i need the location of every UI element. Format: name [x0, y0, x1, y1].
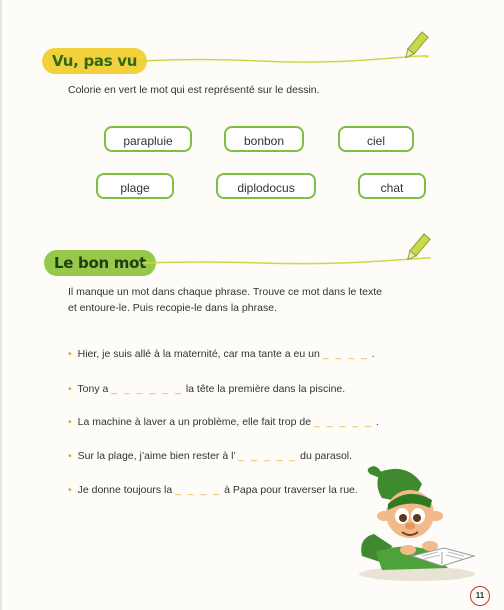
- instruction-line-2: et entoure-le. Puis recopie-le dans la phrase.: [68, 302, 277, 314]
- sentence-text-before: Je donne toujours la: [77, 484, 173, 496]
- sentence-text-after: .: [375, 416, 379, 428]
- section-title-vu-pas-vu: Vu, pas vu: [42, 48, 147, 74]
- blank-field[interactable]: _ _ _ _ _: [238, 450, 298, 462]
- instruction-vu-pas-vu: Colorie en vert le mot qui est représenté sur le dessin.: [68, 84, 320, 96]
- word-option-diplodocus[interactable]: diplodocus: [216, 173, 316, 199]
- word-option-chat[interactable]: chat: [358, 173, 426, 199]
- pencil-line-icon: [142, 232, 452, 272]
- instruction-line-1: Il manque un mot dans chaque phrase. Trouve ce mot dans le texte: [68, 286, 383, 298]
- sentence-3: [68, 416, 379, 428]
- sentence-text-after: la tête la première dans la piscine.: [185, 383, 346, 395]
- instruction-le-bon-mot: [68, 284, 382, 316]
- sentence-4: [68, 450, 352, 462]
- word-option-parapluie[interactable]: parapluie: [104, 126, 192, 152]
- sentence-5: [68, 484, 358, 496]
- elf-reading-illustration: [352, 464, 492, 584]
- page-number: 11: [470, 586, 490, 606]
- bullet-icon: •: [68, 450, 72, 462]
- bullet-icon: •: [68, 484, 72, 496]
- blank-field[interactable]: _ _ _ _: [322, 348, 369, 360]
- sentence-text-after: à Papa pour traverser la rue.: [224, 484, 358, 496]
- sentence-1: [68, 348, 375, 360]
- word-option-ciel[interactable]: ciel: [338, 126, 414, 152]
- page-edge: [0, 0, 2, 610]
- word-option-plage[interactable]: plage: [96, 173, 174, 199]
- section-title-le-bon-mot: Le bon mot: [44, 250, 156, 276]
- blank-field[interactable]: _ _ _ _: [175, 484, 222, 496]
- sentence-text-after: .: [371, 348, 375, 360]
- sentence-text-before: Sur la plage, j’aime bien rester à l’: [77, 450, 236, 462]
- sentence-text-before: Hier, je suis allé à la maternité, car ma tante a eu un: [77, 348, 320, 360]
- pencil-line-icon: [140, 30, 450, 70]
- bullet-icon: •: [68, 383, 72, 395]
- blank-field[interactable]: _ _ _ _ _ _: [111, 383, 183, 395]
- bullet-icon: •: [68, 348, 72, 360]
- sentence-text-after: du parasol.: [300, 450, 353, 462]
- word-option-bonbon[interactable]: bonbon: [224, 126, 304, 152]
- blank-field[interactable]: _ _ _ _ _: [314, 416, 373, 428]
- sentence-text-before: Tony a: [77, 383, 109, 395]
- bullet-icon: •: [68, 416, 72, 428]
- sentence-2: [68, 383, 345, 395]
- sentence-text-before: La machine à laver a un problème, elle fait trop de: [77, 416, 312, 428]
